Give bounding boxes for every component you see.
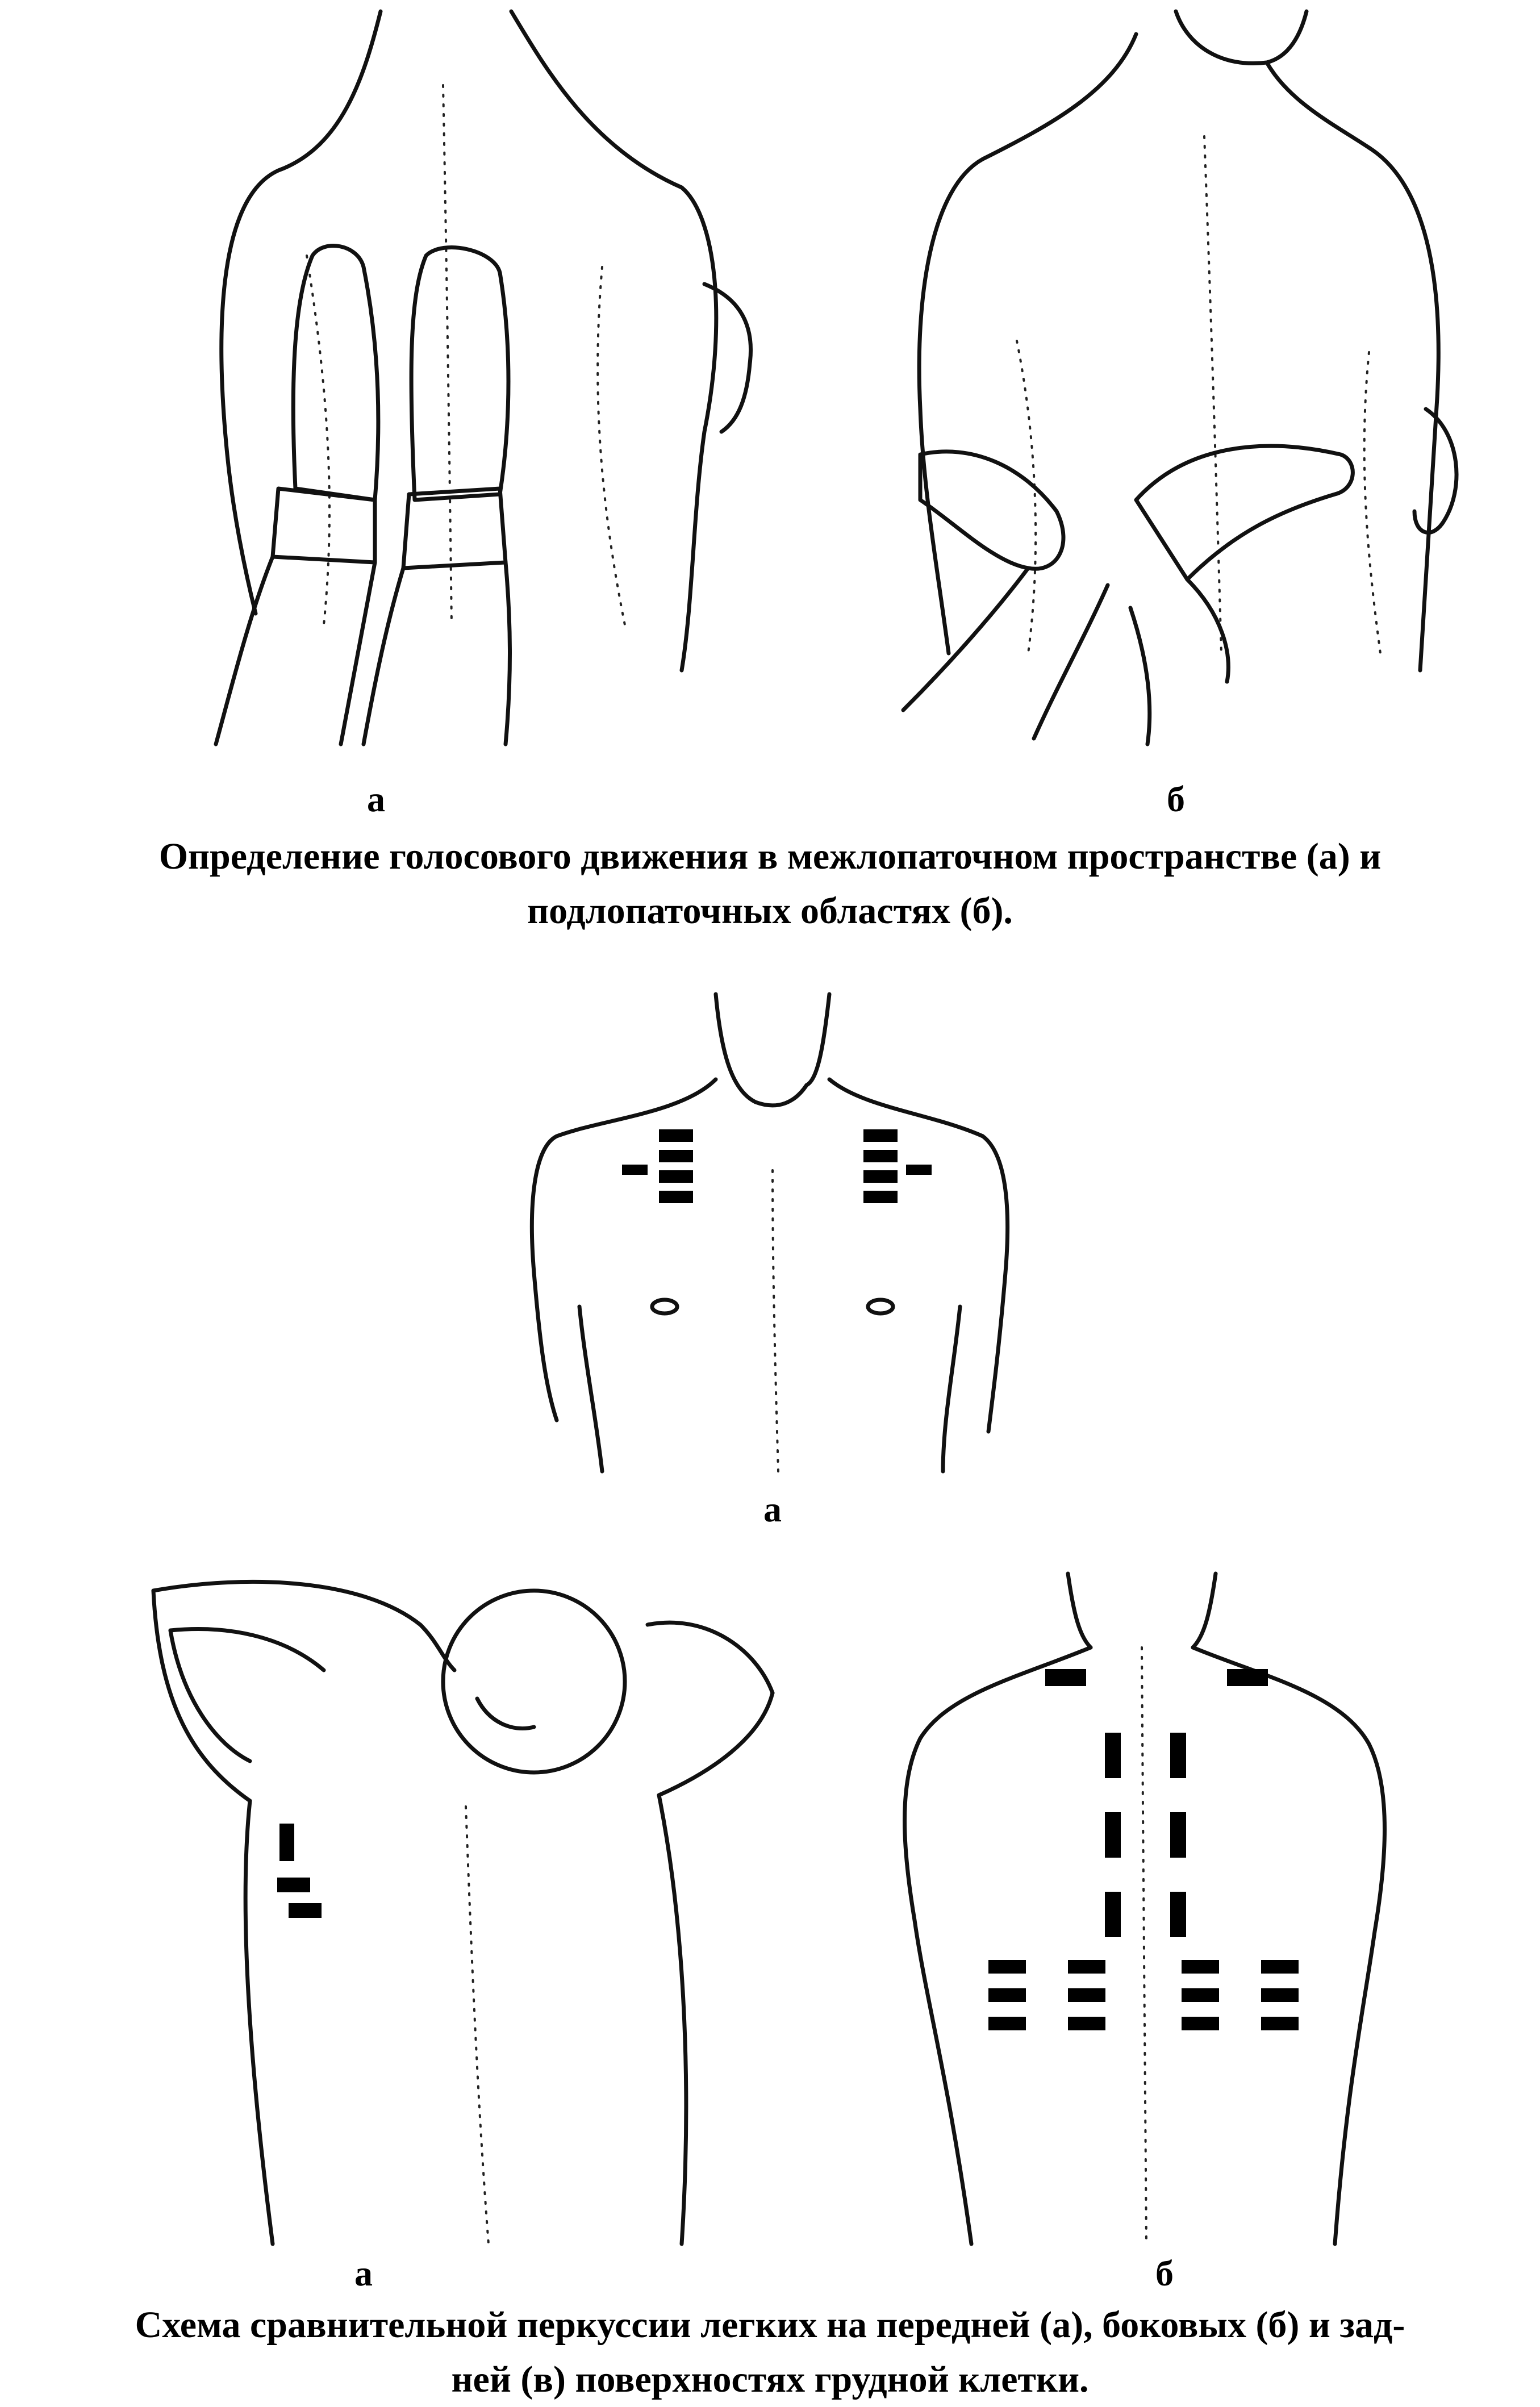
fig3b-mark: [1261, 1960, 1299, 1974]
fig3b-mark: [988, 1988, 1026, 2002]
fig3a-mark: [279, 1824, 294, 1861]
fig3b-mark: [1068, 2017, 1105, 2030]
fig3-caption-line1: Схема сравнительной перкуссии легких на передней (а), боковых (б) и зад-: [135, 2304, 1405, 2346]
fig2-mark: [906, 1165, 932, 1175]
fig3b-mark: [1227, 1669, 1268, 1686]
fig3b-mark: [1068, 1988, 1105, 2002]
fig1-panel-a-illustration: [193, 0, 795, 750]
fig3b-mark: [1170, 1812, 1186, 1858]
fig2-mark: [863, 1191, 898, 1203]
fig1-caption-line1: Определение голосового движения в межлопаточном пространстве (а) и: [158, 836, 1382, 877]
fig3b-mark: [988, 1960, 1026, 1974]
fig3b-mark: [1170, 1892, 1186, 1937]
fig3b-mark: [1261, 1988, 1299, 2002]
fig3-panel-b-illustration: [886, 1568, 1414, 2250]
fig3b-mark: [1170, 1733, 1186, 1778]
fig1-caption: [0, 829, 1540, 938]
fig2-mark: [863, 1170, 898, 1183]
fig2-mark: [863, 1150, 898, 1162]
fig3b-mark: [988, 2017, 1026, 2030]
fig3b-mark: [1182, 1988, 1219, 2002]
fig3b-mark: [1261, 2017, 1299, 2030]
fig3a-mark: [289, 1903, 322, 1918]
fig3b-mark: [1182, 2017, 1219, 2030]
fig2-panel-a-label: а: [763, 1489, 782, 1529]
fig3-panel-a-label: а: [354, 2253, 373, 2293]
fig3b-mark: [1105, 1812, 1121, 1858]
fig2-mark: [863, 1129, 898, 1142]
fig3b-mark: [1105, 1733, 1121, 1778]
fig2-mark: [659, 1150, 693, 1162]
fig3-panel-b-label: б: [1155, 2253, 1174, 2293]
fig3a-mark: [277, 1878, 310, 1892]
fig3b-mark: [1182, 1960, 1219, 1974]
fig1-panel-b-label: б: [1167, 779, 1185, 819]
fig3b-mark: [1068, 1960, 1105, 1974]
fig1-caption-line2: подлопаточных областях (б).: [527, 890, 1013, 932]
fig2-mark: [659, 1129, 693, 1142]
fig3-panel-a-illustration: [136, 1557, 818, 2250]
fig3-caption: [0, 2298, 1540, 2407]
fig2-panel-a-illustration: [511, 988, 1023, 1477]
fig2-mark: [659, 1191, 693, 1203]
fig1-panel-b-illustration: [869, 0, 1494, 750]
fig3b-mark: [1045, 1669, 1086, 1686]
fig3-caption-line2: ней (в) поверхностях грудной клетки.: [451, 2359, 1089, 2400]
fig1-panel-a-label: а: [367, 779, 385, 819]
fig2-mark: [622, 1165, 648, 1175]
fig3b-mark: [1105, 1892, 1121, 1937]
fig2-mark: [659, 1170, 693, 1183]
